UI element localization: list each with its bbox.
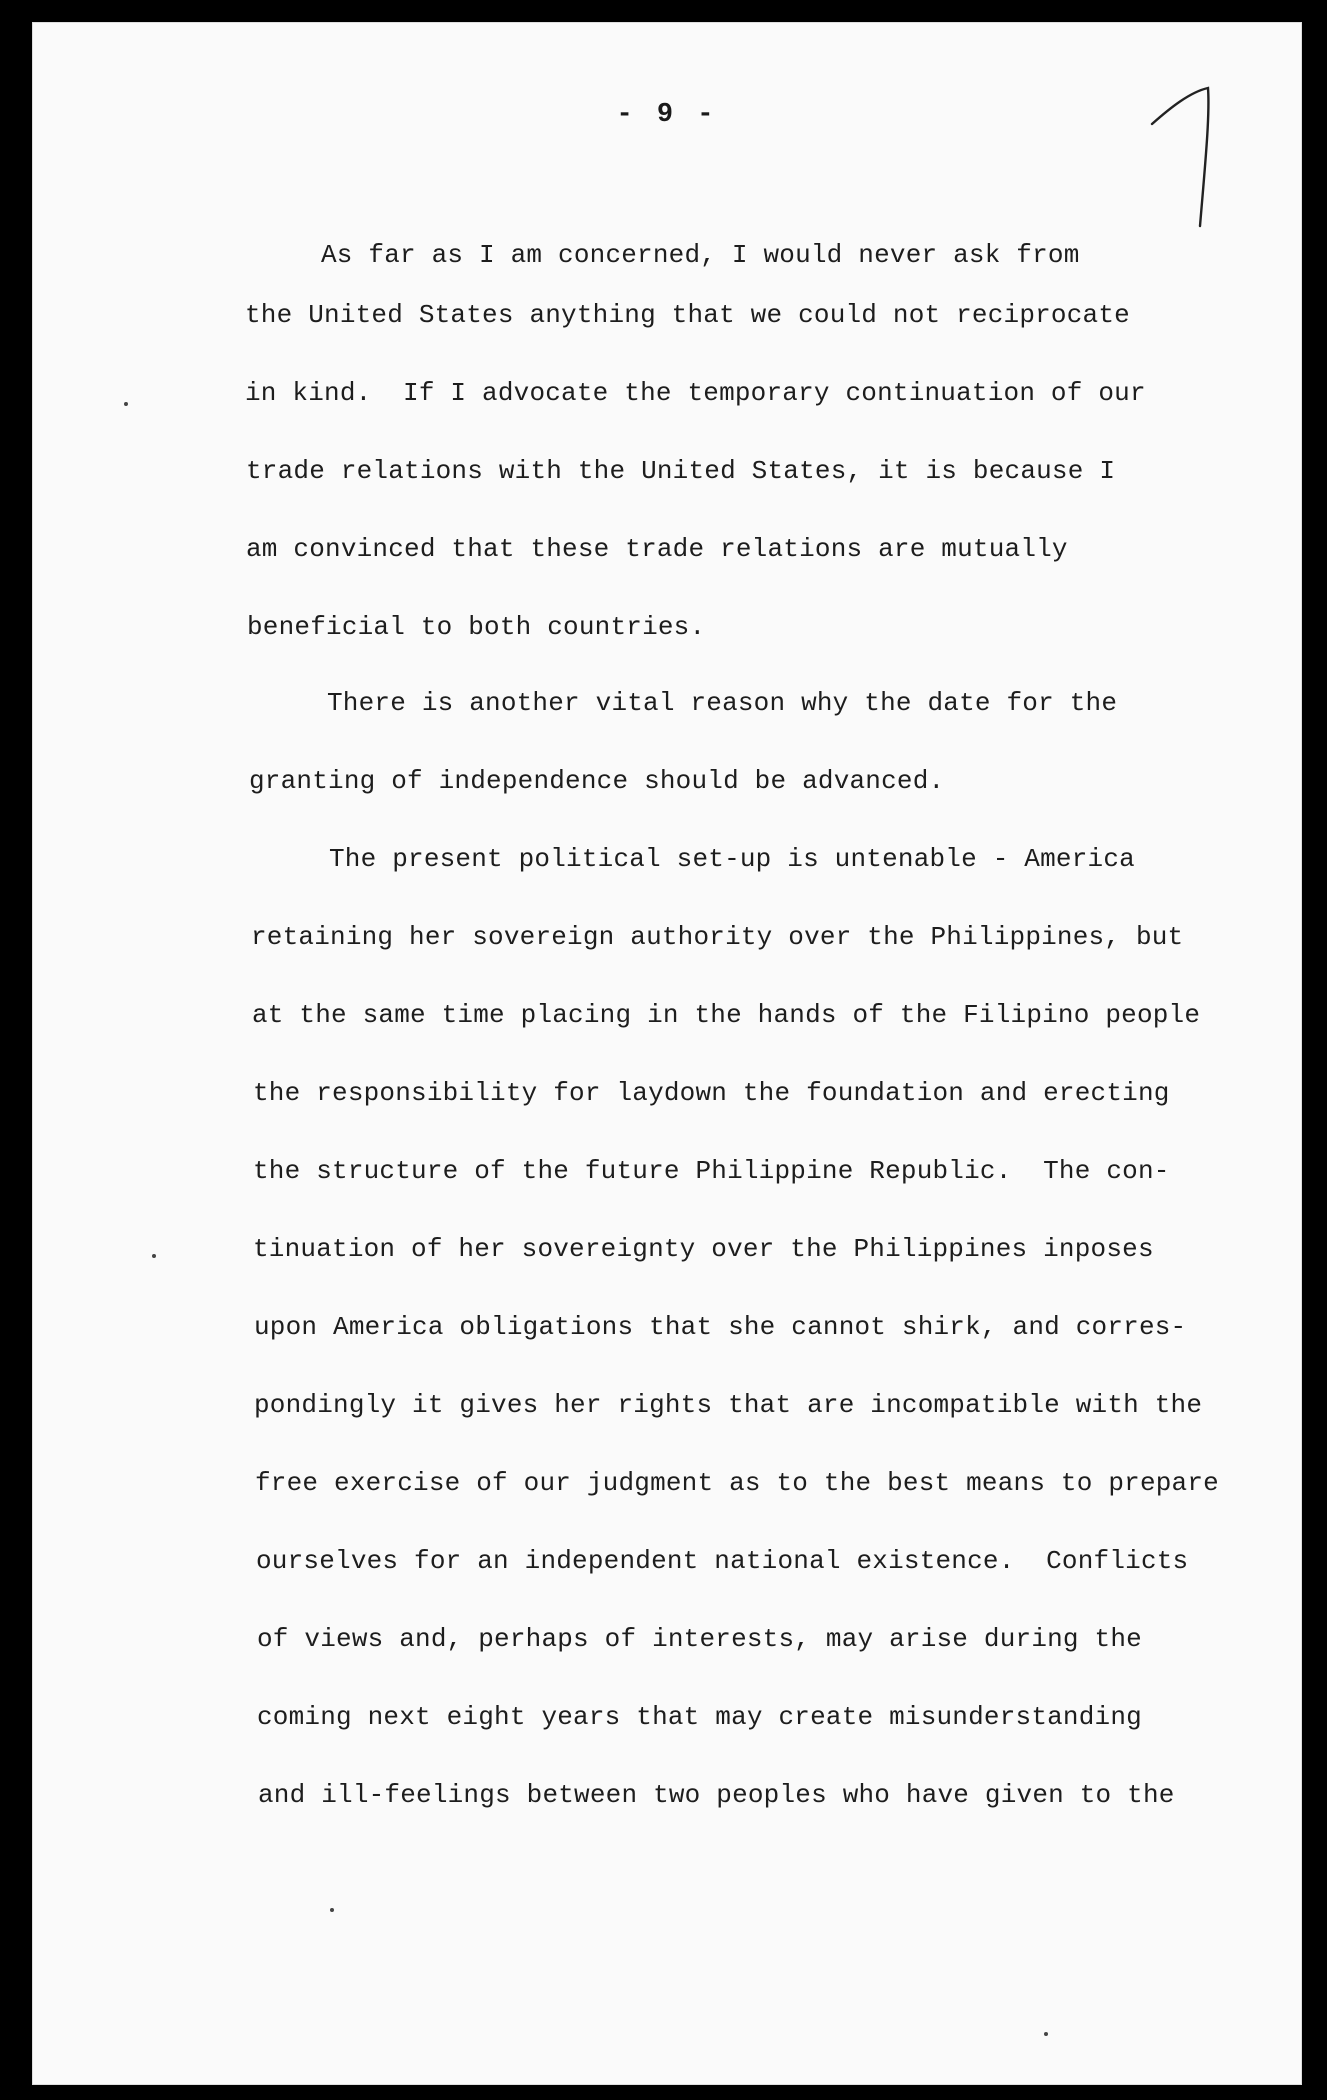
paper-speck [152, 1254, 156, 1258]
text-line-14: tinuation of her sovereignty over the Philippines inposes [253, 1234, 1154, 1264]
text-line-10: retaining her sovereign authority over the Philippines, but [251, 922, 1184, 952]
text-line-17: free exercise of our judgment as to the best means to prepare [255, 1468, 1219, 1498]
text-line-7: There is another vital reason why the date for the [327, 688, 1118, 718]
text-line-2: the United States anything that we could not reciprocate [245, 300, 1130, 330]
paper-speck [1044, 2032, 1048, 2036]
text-line-13: the structure of the future Philippine Republic. The con- [253, 1156, 1170, 1186]
text-line-1: As far as I am concerned, I would never ask from [321, 240, 1080, 270]
text-line-12: the responsibility for laydown the foundation and erecting [253, 1078, 1170, 1108]
document-page [32, 22, 1302, 2085]
text-line-15: upon America obligations that she cannot shirk, and corres- [254, 1312, 1187, 1342]
text-line-21: and ill-feelings between two peoples who have given to the [258, 1780, 1175, 1810]
text-line-19: of views and, perhaps of interests, may arise during the [257, 1624, 1142, 1654]
text-line-4: trade relations with the United States, it is because I [246, 456, 1116, 486]
text-line-16: pondingly it gives her rights that are incompatible with the [254, 1390, 1203, 1420]
text-line-18: ourselves for an independent national existence. Conflicts [256, 1546, 1189, 1576]
paper-speck [330, 1908, 334, 1912]
text-line-3: in kind. If I advocate the temporary continuation of our [245, 378, 1146, 408]
text-line-20: coming next eight years that may create misunderstanding [257, 1702, 1142, 1732]
text-line-5: am convinced that these trade relations are mutually [246, 534, 1068, 564]
text-line-9: The present political set-up is untenable - America [329, 844, 1135, 874]
text-line-11: at the same time placing in the hands of the Filipino people [252, 1000, 1201, 1030]
text-line-6: beneficial to both countries. [247, 612, 706, 642]
text-line-8: granting of independence should be advanced. [249, 766, 945, 796]
handwritten-mark [1150, 86, 1220, 236]
page-number: - 9 - [616, 100, 718, 130]
paper-speck [124, 402, 128, 406]
